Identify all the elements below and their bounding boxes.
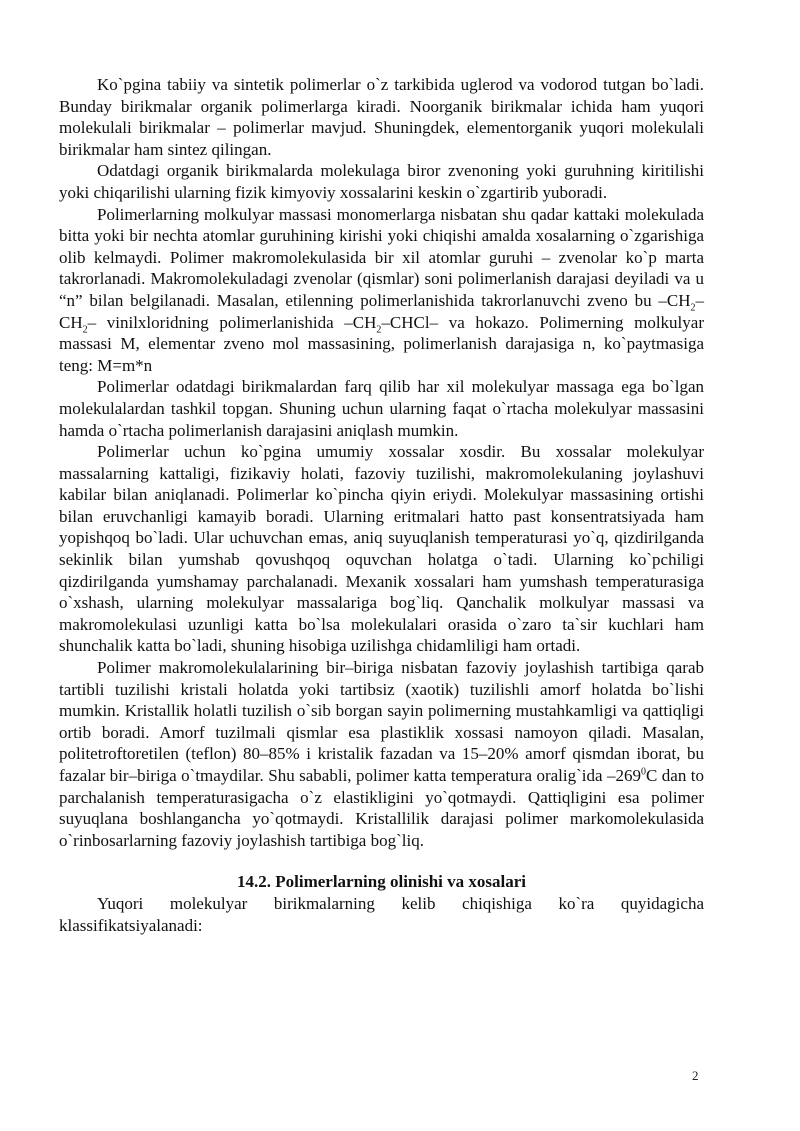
paragraph-6-text-a: Polimer makromolekulalarining bir–biriga nisbatan fazoviy joylashish tartibiga qarab tartibli tuzilishi kristali holatda yoki tartibsiz (xaotik) tuzilishli amorf holatda bo`lishi mumkin. Kristallik holatli tuzilish o`sib borgan sayin polimerning mustahkamligi va qattiqligi ortib boradi. Amorf tuzilmali qismlar esa plastiklik xossasi namoyon qiladi. Masalan, politetroftoretilen (teflon) 80–85% i kristalik fazadan va 15–20% amorf qismdan iborat, bu fazalar bir–biriga o`tmaydilar. Shu sababli, polimer katta temperatura oralig`ida –269 [59,658,704,785]
paragraph-6-text-b: C dan to parchalanish temperaturasigacha o`z elastikligini yo`qotmaydi. Qattiqligini esa polimer suyuqlana boshlangancha yo`qotmaydi. Kristallilik darajasi polimer markomolekulasida o`rinbosarlarning fazoviy joylashish tartibiga bog`liq. [59,766,704,850]
paragraph-4: Polimerlar odatdagi birikmalardan farq qilib har xil molekulyar massaga ega bo`lgan molekulalardan tashkil topgan. Shuning uchun ularning faqat o`rtacha molekulyar massasini hamda o`rtacha polimerlanish darajasini aniqlash mumkin. [59,377,704,440]
superscript-degree: 0 [640,766,646,778]
formula-chcl: –CHCl– va hokazo. Polimerning molkulyar massasi M, elementar zveno mol massasining, polimerlanish darajasiga n, ko`paytmasiga teng: M=m*n [59,312,704,375]
paragraph-1: Ko`pgina tabiiy va sintetik polimerlar o`z tarkibida uglerod va vodorod tutgan bo`ladi. Bunday birikmalar organik polimerlarga kiradi. Noorganik birikmalar ichida ham yuqori molekulali birikmalar – polimerlar mavjud. Shuningdek, elementorganik yuqori molekulali birikmalar ham sintez qilingan. [59,75,704,159]
section-heading: 14.2. Polimerlarning olinishi va xosalari [236,872,526,892]
paragraph-3-text: Polimerlarning molkulyar massasi monomerlarga nisbatan shu qadar kattaki molekulada bitta yoki bir nechta atomlar guruhining kirishi yoki chiqishi amalda xosalarning o`zgarishiga olib kelmaydi. Polimer makromolekulasida bir xil atomlar guruhi – zvenolar ko`p marta takrorlanadi. Makromolekuladagi zvenolar (qismlar) soni polimerlanish darajasi deyiladi va u “n” bilan belgilanadi. Masalan, etilenning polimerlanishida takrorlanuvchi zveno bu –CH [59,204,704,310]
page-number: 2 [692,1068,699,1083]
paragraph-6 [59,657,704,851]
paragraph-2: Odatdagi organik birikmalarda molekulaga biror zvenoning yoki guruhning kiritilishi yoki chiqarilishi ularning fizik kimyoviy xossalarini keskin o`zgartirib yuboradi. [59,161,704,202]
subscript-2: 2 [690,302,696,314]
formula-dash-ch: –CH [59,290,704,332]
subscript-2: 2 [376,323,382,335]
formula-vinyl: vinilxloridning polimerlanishida –CH [96,312,377,332]
paragraph-3 [59,204,704,377]
paragraph-7: Yuqori molekulyar birikmalarning kelib chiqishiga ko`ra quyidagicha klassifikatsiyalanadi: [59,893,704,935]
document-page [59,74,704,936]
subscript-2: 2 [82,323,88,335]
paragraph-5: Polimerlar uchun ko`pgina umumiy xossalar xosdir. Bu xossalar molekulyar massalarning kattaligi, fizikaviy holati, fazoviy tuzilishi, makromolekulaning joylashuvi kabilar bilan aniqlanadi. Polimerlar ko`pincha qiyin eriydi. Molekulyar massasining ortishi bilan eruvchanligi kamayib boradi. Ularning eritmalari hatto past konsentratsiyada ham yopishqoq bo`ladi. Ular uchuvchan emas, aniq suyuqlanish temperaturasi yo`q, qizdirilganda sekinlik bilan yumshab qovushqoq oquvchan holatga o`tadi. Ularning ko`pchiligi qizdirilganda yumshamay parchalanadi. Mexanik xossalari ham yumshash temperaturasiga o`xshash, ularning molekulyar massalariga bog`liq. Qanchalik molkulyar massasi va makromolekulasi uzunligi katta bo`lsa molekulalari orasida o`zaro ta`sir kuchlari ham shunchalik katta bo`ladi, shuning hisobiga uzilishga chidamliligi ham ortadi. [59,442,704,656]
formula-dash-end: – [87,312,97,332]
